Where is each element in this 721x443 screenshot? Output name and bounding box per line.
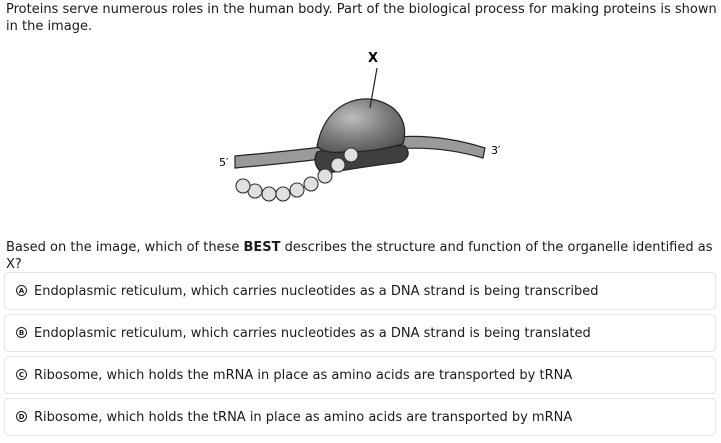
question-suffix: describes the structure and function of the organelle identified as X? [6, 240, 713, 272]
question-intro: Proteins serve numerous roles in the human body. Part of the biological process for making proteins is shown in the image. [6, 2, 717, 34]
choice-d[interactable] [4, 398, 716, 436]
choice-letter-icon: B [16, 327, 27, 338]
choice-letter-icon: A [16, 285, 27, 296]
amino-acid-bead [236, 179, 250, 193]
choice-a[interactable] [4, 272, 716, 310]
amino-acid-bead [331, 158, 345, 172]
choice-letter-icon: C [16, 369, 27, 380]
choice-text: Endoplasmic reticulum, which carries nucleotides as a DNA strand is being translated [34, 326, 591, 341]
choice-text: Endoplasmic reticulum, which carries nucleotides as a DNA strand is being transcribed [34, 284, 599, 299]
amino-acid-bead [344, 148, 358, 162]
choice-b[interactable] [4, 314, 716, 352]
amino-acid-bead [262, 187, 276, 201]
choice-c[interactable] [4, 356, 716, 394]
choice-text: Ribosome, which holds the mRNA in place as amino acids are transported by tRNA [34, 368, 573, 383]
answer-choices [4, 272, 716, 440]
ribosome-figure [205, 48, 525, 218]
amino-acid-bead [318, 169, 332, 183]
choice-text: Ribosome, which holds the tRNA in place as amino acids are transported by mRNA [34, 410, 573, 425]
question-prefix: Based on the image, which of these [6, 240, 244, 255]
amino-acid-bead [290, 183, 304, 197]
large-subunit [317, 99, 405, 153]
label-x: X [367, 51, 379, 66]
choice-letter-icon: D [16, 411, 27, 422]
label-5-prime: 5′ [219, 156, 229, 169]
question-stem [6, 239, 718, 273]
amino-acid-bead [276, 187, 290, 201]
ribosome-diagram [205, 48, 525, 218]
amino-acid-bead [304, 177, 318, 191]
label-3-prime: 3′ [491, 144, 501, 157]
question-emphasis: BEST [243, 240, 281, 255]
